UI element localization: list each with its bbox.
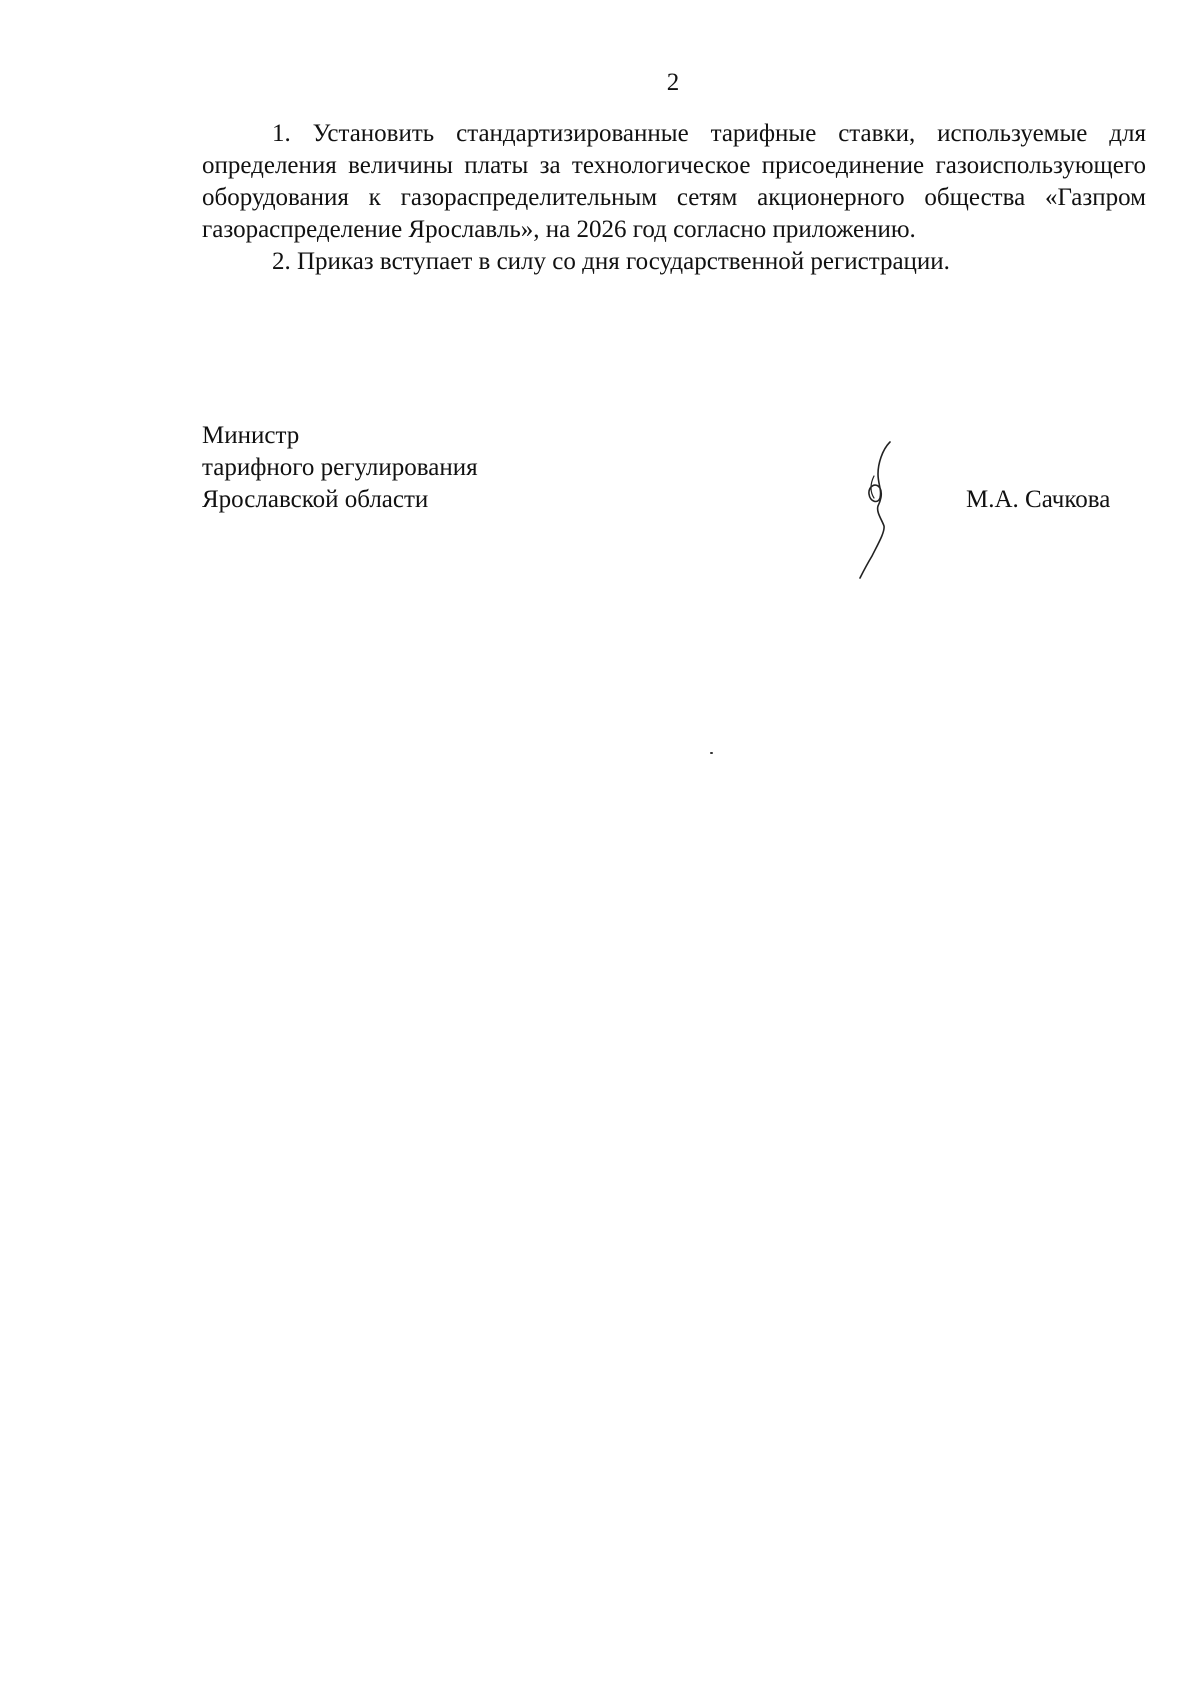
handwritten-signature (852, 440, 902, 580)
position-line-2: тарифного регулирования (202, 454, 478, 481)
signatory-position (202, 420, 478, 516)
order-paragraph-1: 1. Установить стандартизированные тарифные ставки, используемые для определения величины платы за технологическое присоединение газоиспользующего оборудования к газораспределительным сетям акционерного общества «Газпром газораспределение Ярославль», на 2026 год согласно приложению. (202, 120, 1146, 243)
signer-name: М.А. Сачкова (966, 486, 1111, 513)
order-paragraph-2: 2. Приказ вступает в силу со дня государственной регистрации. (272, 248, 950, 275)
scan-speck (710, 752, 713, 754)
position-line-3: Ярославской области (202, 486, 429, 513)
page-number: 2 (666, 69, 680, 96)
order-body (202, 118, 1146, 278)
position-line-1: Министр (202, 422, 300, 449)
